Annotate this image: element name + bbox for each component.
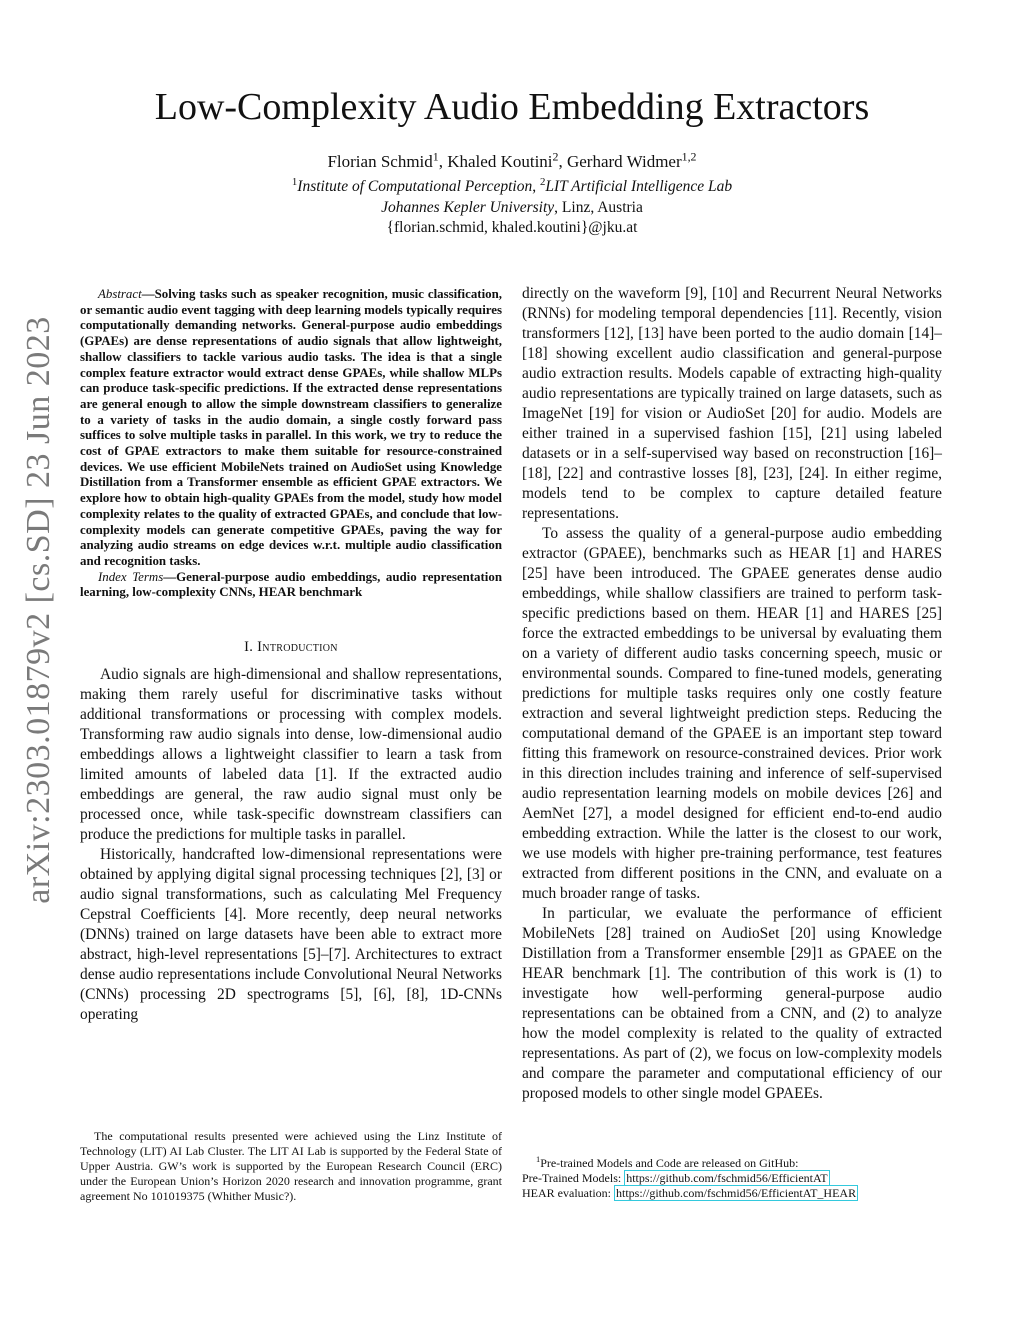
paper-title: Low-Complexity Audio Embedding Extractors [154, 86, 870, 128]
location: , Linz, Austria [554, 199, 643, 216]
body-paragraph: Audio signals are high-dimensional and shallow representations, making them rarely useful for discriminative tasks without additional transformations or processing with complex models. Transforming raw audio signals into dense, low-dimensional audio embeddings allows a lightweight classifier to learn a task from limited amounts of labeled data [1]. If the extracted audio embeddings are general, the raw audio signal must only be processed once, while task-specific downstream classifiers can produce the predictions for multiple tasks in parallel. [80, 666, 502, 844]
institution-name: Institute of Computational Perception [297, 178, 533, 195]
body-paragraph: directly on the waveform [9], [10] and Recurrent Neural Networks (RNNs) for modeling temporal dependencies [11]. Recently, vision transformers [12], [13] have been ported to the audio domain [14]–[18] showing excellent audio classification and general-purpose audio extraction results. Models capable of extracting high-quality audio representations are typically trained on large datasets, such as ImageNet [19] for vision or AudioSet [20] for audio. Models are either trained in a supervised fashion [15], [21] using labeled datasets or in a self-supervised way based on reconstruction [16]–[18], [22] and contrastive losses [8], [23], [24]. In either regime, models tend to be complex to capture detailed feature representations. [522, 285, 942, 522]
footnote-text: Pre-trained Models and Code are released on GitHub: [540, 1156, 799, 1170]
hear-label: HEAR evaluation: [522, 1186, 614, 1200]
arxiv-side-label [8, 270, 70, 950]
body-paragraph: In particular, we evaluate the performance of efficient MobileNets [28] trained on AudioSet [20] using Knowledge Distillation from a Transformer ensemble [29]1 as GPAEE on the HEAR benchmark [1]. The contribution of this work is (1) to investigate how well-performing general-purpose audio representations can be obtained from a CNN, and (2) to analyze how the model complexity is related to the quality of extracted representations. As part of (2), we focus on low-complexity models and compare the parameter and computational efficiency of our proposed models to other single model GPAEEs. [522, 905, 942, 1102]
section-title: Introduction [257, 639, 338, 656]
author-name: Gerhard Widmer [566, 152, 682, 171]
index-terms-label: Index Terms [98, 569, 164, 584]
institution-name: LIT Artificial Intelligence Lab [545, 178, 733, 195]
funding-footnote: The computational results presented were achieved using the Linz Institute of Technology (LIT) AI Lab Cluster. The LIT AI Lab is supported by the Federal State of Upper Austria. GW’s work is supported by the European Research Council (ERC) under the European Union’s Horizon 2020 research and innovation programme, grant agreement No 101019375 (Whither Music?). [80, 1129, 502, 1203]
footnote-mark: 1 [536, 1155, 541, 1164]
author-affiliation-mark: 2 [552, 149, 559, 164]
abstract-text: —Solving tasks such as speaker recognition, music classification, or semantic audio event tagging with deep learning models typically requires computationally demanding networks. General-purpose audio embeddings (GPAEs) are dense representations of audio signals that allow lightweight, shallow classifiers to tackle various audio tasks. The idea is that a single complex feature extractor would extract dense GPAEs, while shallow MLPs can produce task-specific predictions. If the extracted dense representations are general enough to allow the simple downstream classifiers to generalize to a variety of tasks in the audio domain, a single costly forward pass suffices to solve multiple tasks in parallel. In this work, we try to reduce the cost of GPAE extractors to make them suitable for resource-constrained devices. We use efficient MobileNets trained on AudioSet using Knowledge Distillation from a Transformer ensemble as efficient GPAE extractors. We explore how to obtain high-quality GPAEs from the model, study how model complexity relates to the quality of extracted GPAEs, and conclude that low-complexity models can generate competitive GPAEs, paving the way for analyzing audio streams on edge devices w.r.t. multiple audio classification and recognition tasks. [80, 287, 502, 568]
author-name: Florian Schmid [327, 152, 433, 171]
left-column [80, 287, 502, 1025]
section-heading [80, 639, 502, 656]
right-column [522, 284, 942, 1104]
index-terms [80, 570, 502, 601]
affiliation-line: $^1$Institute of Computational Perception, $^2$LIT Artificial Intelligence Lab [291, 175, 733, 195]
body-paragraph: Historically, handcrafted low-dimensional representations were obtained by applying digital signal processing techniques [2], [3] or audio signal transformations, such as calculating Mel Frequency Cepstral Coefficients [4]. More recently, deep neural networks (DNNs) trained on large datasets have been able to extract more abstract, high-level representations [5]–[7]. Architectures to extract dense audio representations include Convolutional Neural Networks (CNNs) processing 2D spectrograms [5], [6], [8], 1D-CNNs operating [80, 846, 502, 1024]
code-footnote [522, 1156, 942, 1201]
arxiv-identifier: arXiv:2303.01879v2 [cs.SD] 23 Jun 2023 [20, 316, 57, 904]
pretrained-label: Pre-Trained Models: [522, 1171, 625, 1185]
index-terms-text: —General-purpose audio embeddings, audio representation learning, low-complexity CNNs, HEAR benchmark [80, 569, 502, 600]
author-name: Khaled Koutini [447, 152, 553, 171]
section-number: I. [244, 639, 254, 656]
hear-evaluation-link[interactable]: https://github.com/fschmid56/EfficientAT_HEAR [615, 1186, 857, 1200]
body-paragraph: To assess the quality of a general-purpose audio embedding extractor (GPAEE), benchmarks such as HEAR [1] and HARES [25] have been introduced. The GPAEE generates dense audio embeddings, while shallow classifiers are trained to perform task-specific predictions based on them. HEAR [1] and HARES [25] force the extracted embeddings to be universal by evaluating them on a variety of different audio tasks concerning speech, music or environmental sounds. Compared to fine-tuned models, generating predictions for multiple tasks requires only one costly feature extraction and several lightweight prediction steps. Reducing the computational demand of the GPAEE is an important step toward fitting this framework on resource-constrained devices. Prior work in this direction includes training and inference of self-supervised audio representation learning models on mobile devices [26] and AemNet [27], a model designed for efficient end-to-end audio embedding extraction. While the latter is the closest to our work, we use models with higher pre-training performance, test features extracted from different positions in the CNN, and evaluate on a much broader range of tasks. [522, 525, 942, 902]
author-affiliation-mark: 1,2 [681, 149, 697, 164]
university-line [0, 199, 1024, 217]
abstract-label: Abstract [98, 287, 142, 301]
author-list: Florian Schmid$^1$, Khaled Koutini$^2$, Gerhard Widmer$^{1,2}$ [327, 149, 697, 171]
university-name: Johannes Kepler University [381, 199, 555, 216]
author-affiliation-mark: 1 [432, 149, 439, 164]
pretrained-models-link[interactable]: https://github.com/fschmid56/EfficientAT [626, 1171, 828, 1185]
abstract [80, 287, 502, 570]
author-emails: {florian.schmid, khaled.koutini}@jku.at [386, 219, 638, 236]
